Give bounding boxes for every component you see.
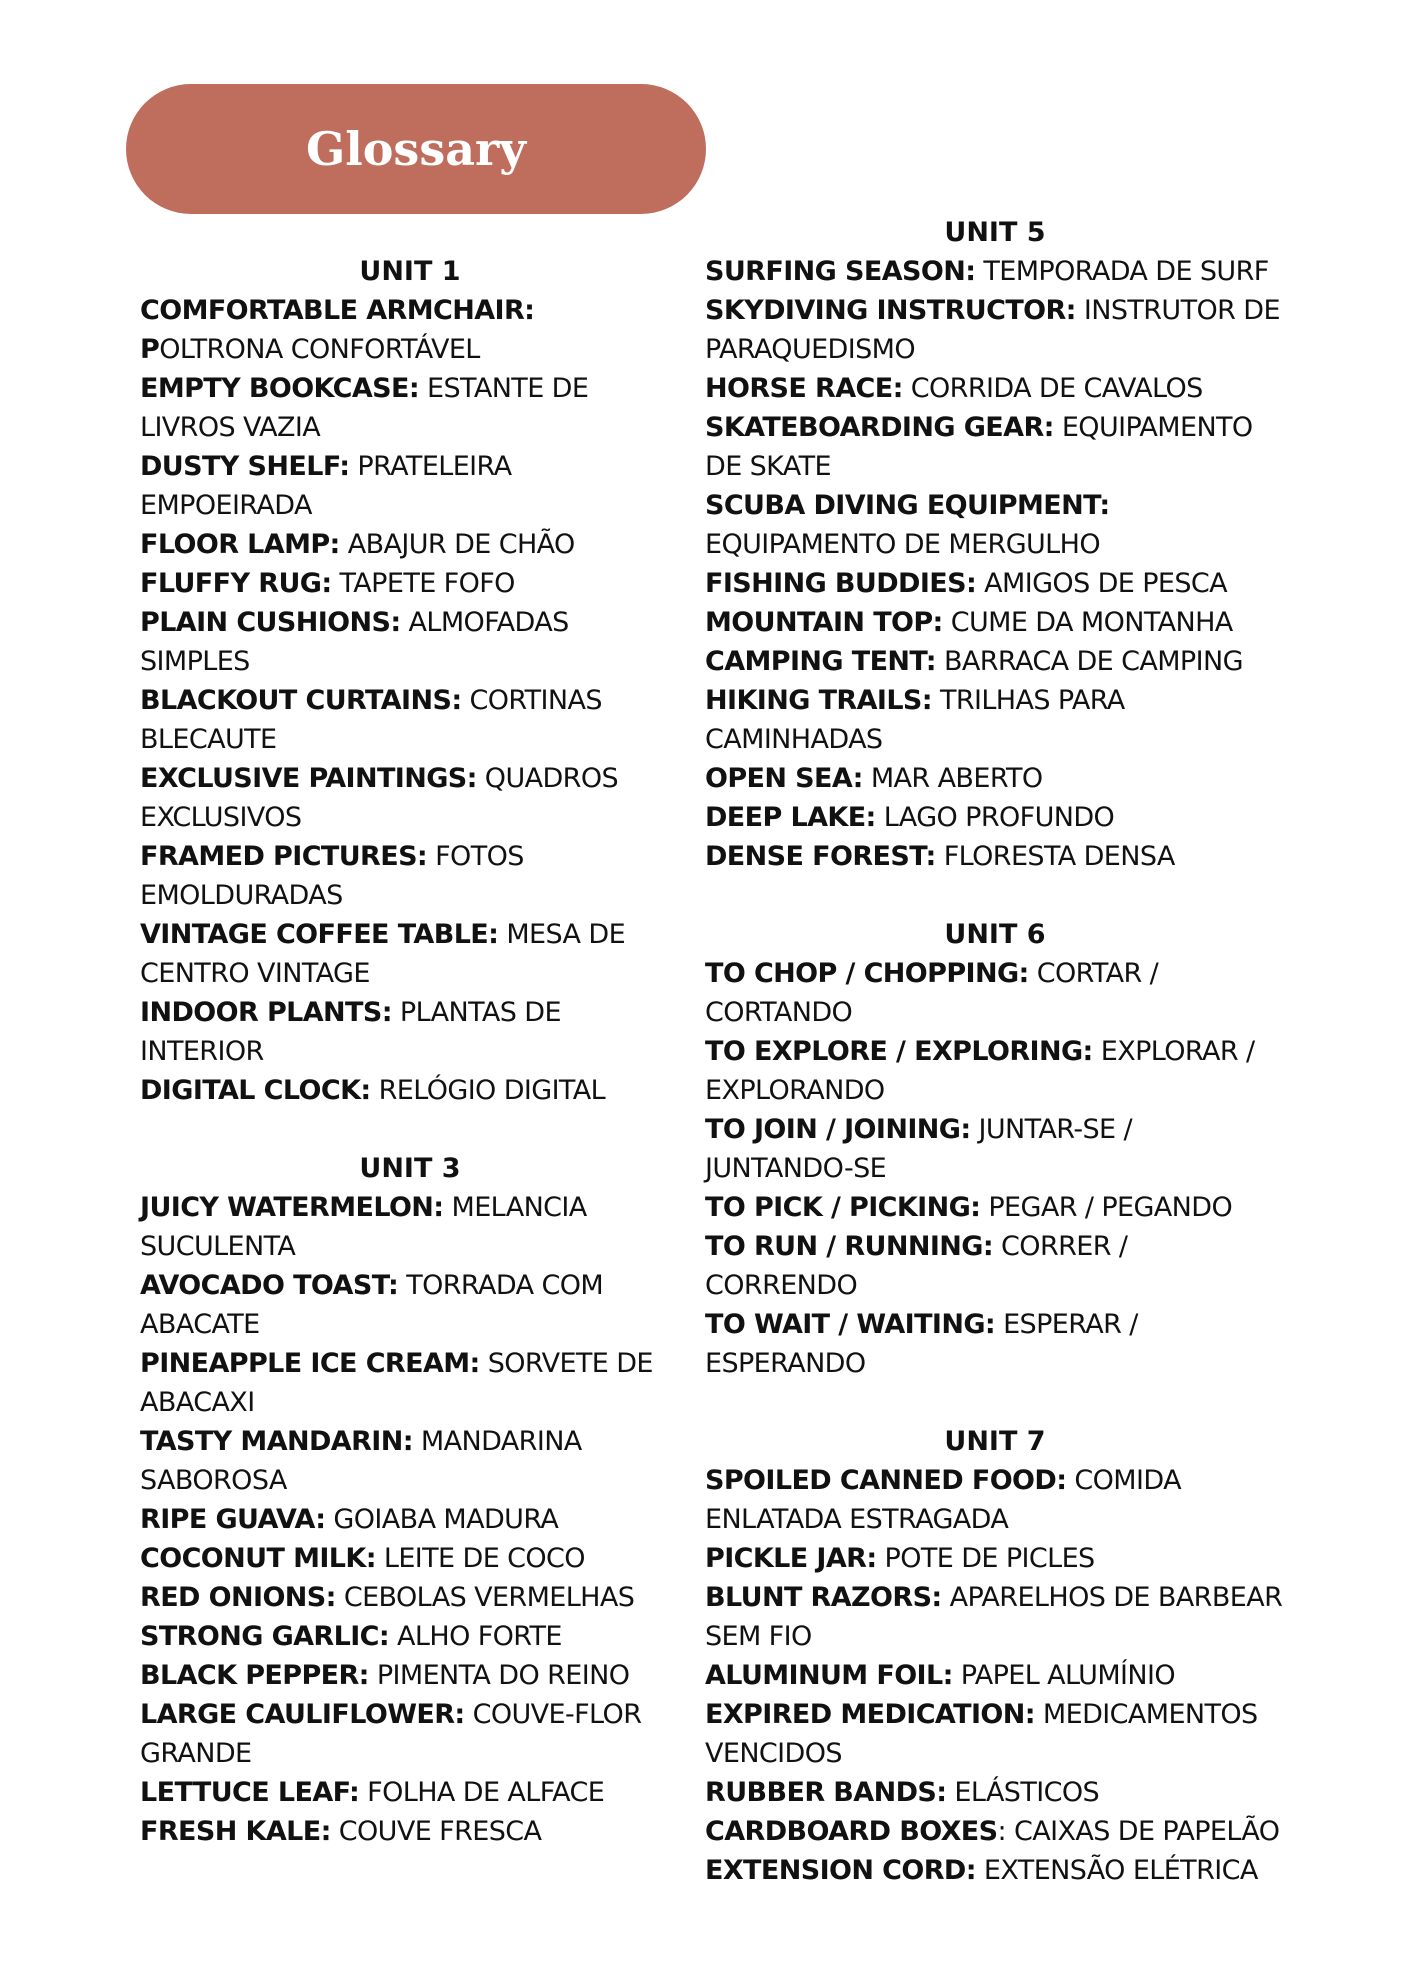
glossary-term: LETTUCE LEAF: — [140, 1777, 360, 1808]
glossary-entry — [140, 1656, 680, 1695]
glossary-term: DIGITAL CLOCK: — [140, 1075, 371, 1106]
glossary-term: TO RUN / RUNNING: — [705, 1231, 994, 1262]
glossary-term: DUSTY SHELF: — [140, 451, 350, 482]
glossary-definition: FLORESTA DENSA — [935, 841, 1175, 872]
glossary-term: DENSE FOREST: — [705, 841, 936, 872]
glossary-term: TO WAIT / WAITING: — [705, 1309, 996, 1340]
unit-section — [705, 213, 1285, 876]
glossary-definition: ESTANTE DE LIVROS VAZIA — [140, 373, 589, 443]
unit-section — [140, 252, 680, 1110]
unit-heading: UNIT 1 — [359, 256, 461, 287]
glossary-term: INDOOR PLANTS: — [140, 997, 392, 1028]
glossary-definition: PAPEL ALUMÍNIO — [952, 1660, 1175, 1691]
glossary-entry — [140, 1344, 680, 1422]
glossary-definition: OLTRONA CONFORTÁVEL — [159, 334, 480, 365]
glossary-term: FRAMED PICTURES: — [140, 841, 428, 872]
unit-heading: UNIT 6 — [944, 919, 1046, 950]
glossary-entry — [705, 369, 1285, 408]
glossary-definition: PIMENTA DO REINO — [368, 1660, 630, 1691]
glossary-term: SURFING SEASON: — [705, 256, 976, 287]
glossary-term: EXPIRED MEDICATION: — [705, 1699, 1035, 1730]
glossary-term: EXTENSION CORD: — [705, 1855, 976, 1886]
glossary-term: TO EXPLORE / EXPLORING: — [705, 1036, 1093, 1067]
unit-section — [705, 915, 1285, 1383]
glossary-term: AVOCADO TOAST: — [140, 1270, 399, 1301]
glossary-entry — [140, 1578, 680, 1617]
glossary-term: SKYDIVING INSTRUCTOR: — [705, 295, 1076, 326]
glossary-definition: PLANTAS DE INTERIOR — [140, 997, 561, 1067]
glossary-entry — [705, 291, 1285, 369]
glossary-term: HORSE RACE: — [705, 373, 903, 404]
glossary-entry — [705, 486, 1285, 564]
glossary-definition: PEGAR / PEGANDO — [980, 1192, 1233, 1223]
glossary-entry — [140, 564, 680, 603]
glossary-entry — [140, 1617, 680, 1656]
glossary-entry — [140, 1695, 680, 1773]
glossary-entry — [705, 408, 1285, 486]
glossary-definition: BARRACA DE CAMPING — [935, 646, 1243, 677]
glossary-definition: JUNTAR-SE / JUNTANDO-SE — [705, 1114, 1132, 1184]
glossary-entry — [705, 954, 1285, 1032]
glossary-definition: APARELHOS DE BARBEAR SEM FIO — [705, 1582, 1283, 1652]
glossary-term: LARGE CAULIFLOWER: — [140, 1699, 465, 1730]
glossary-entry — [140, 1773, 680, 1812]
glossary-term: FLOOR LAMP: — [140, 529, 340, 560]
glossary-definition: CORTINAS BLECAUTE — [140, 685, 602, 755]
glossary-definition: TORRADA COM ABACATE — [140, 1270, 604, 1340]
glossary-definition: LAGO PROFUNDO — [875, 802, 1115, 833]
glossary-entry — [140, 1188, 680, 1266]
glossary-term: SPOILED CANNED FOOD: — [705, 1465, 1067, 1496]
glossary-definition: EQUIPAMENTO DE MERGULHO — [705, 529, 1100, 560]
glossary-definition: MANDARINA SABOROSA — [140, 1426, 582, 1496]
glossary-definition: INSTRUTOR DE PARAQUEDISMO — [705, 295, 1280, 365]
glossary-definition: LEITE DE COCO — [375, 1543, 585, 1574]
glossary-term: COMFORTABLE ARMCHAIR: P — [140, 295, 535, 365]
unit-section — [140, 1149, 680, 1851]
glossary-definition: COUVE FRESCA — [330, 1816, 542, 1847]
glossary-entry — [705, 603, 1285, 642]
glossary-left-column — [140, 252, 680, 1890]
glossary-definition: CUME DA MONTANHA — [942, 607, 1233, 638]
glossary-entry — [140, 1500, 680, 1539]
glossary-definition: ESPERAR / ESPERANDO — [705, 1309, 1138, 1379]
glossary-term: MOUNTAIN TOP: — [705, 607, 943, 638]
glossary-entry — [705, 1539, 1285, 1578]
glossary-term: BLACK PEPPER: — [140, 1660, 369, 1691]
glossary-definition: ALMOFADAS SIMPLES — [140, 607, 569, 677]
glossary-right-column — [705, 213, 1285, 1929]
page-title: Glossary — [305, 122, 526, 176]
glossary-definition: CORTAR / CORTANDO — [705, 958, 1159, 1028]
glossary-term: EMPTY BOOKCASE: — [140, 373, 420, 404]
glossary-definition: COMIDA ENLATADA ESTRAGADA — [705, 1465, 1181, 1535]
glossary-definition: QUADROS EXCLUSIVOS — [140, 763, 619, 833]
unit-section — [705, 1422, 1285, 1890]
glossary-term: STRONG GARLIC: — [140, 1621, 390, 1652]
glossary-entry — [705, 798, 1285, 837]
glossary-entry — [705, 759, 1285, 798]
glossary-term: BLACKOUT CURTAINS: — [140, 685, 462, 716]
glossary-term: OPEN SEA: — [705, 763, 863, 794]
glossary-definition: SORVETE DE ABACAXI — [140, 1348, 653, 1418]
glossary-term: BLUNT RAZORS: — [705, 1582, 942, 1613]
glossary-definition: MESA DE CENTRO VINTAGE — [140, 919, 626, 989]
glossary-definition: EXPLORAR / EXPLORANDO — [705, 1036, 1255, 1106]
glossary-entry — [140, 837, 680, 915]
glossary-term: CARDBOARD BOXES — [705, 1816, 998, 1847]
glossary-entry — [140, 1539, 680, 1578]
glossary-definition: MELANCIA SUCULENTA — [140, 1192, 587, 1262]
glossary-definition: CORRIDA DE CAVALOS — [902, 373, 1203, 404]
glossary-entry — [705, 1812, 1285, 1851]
glossary-entry — [705, 1578, 1285, 1656]
glossary-term: TO CHOP / CHOPPING: — [705, 958, 1029, 989]
glossary-term: HIKING TRAILS: — [705, 685, 932, 716]
glossary-definition: ABAJUR DE CHÃO — [339, 529, 575, 560]
glossary-entry — [705, 1227, 1285, 1305]
glossary-entry — [140, 1422, 680, 1500]
glossary-definition: CORRER / CORRENDO — [705, 1231, 1128, 1301]
glossary-definition: ALHO FORTE — [389, 1621, 562, 1652]
glossary-entry — [705, 681, 1285, 759]
glossary-definition: FOTOS EMOLDURADAS — [140, 841, 524, 911]
glossary-definition: : CAIXAS DE PAPELÃO — [997, 1816, 1280, 1847]
glossary-entry — [140, 915, 680, 993]
glossary-entry — [705, 564, 1285, 603]
glossary-term: TASTY MANDARIN: — [140, 1426, 413, 1457]
glossary-entry — [705, 1305, 1285, 1383]
glossary-entry — [705, 1656, 1285, 1695]
glossary-term: DEEP LAKE: — [705, 802, 876, 833]
unit-heading: UNIT 3 — [359, 1153, 461, 1184]
glossary-definition: AMIGOS DE PESCA — [976, 568, 1228, 599]
glossary-definition: COUVE-FLOR GRANDE — [140, 1699, 642, 1769]
glossary-entry — [140, 447, 680, 525]
glossary-definition: TAPETE FOFO — [331, 568, 515, 599]
glossary-entry — [705, 252, 1285, 291]
glossary-entry — [705, 1851, 1285, 1890]
glossary-definition: TEMPORADA DE SURF — [975, 256, 1269, 287]
glossary-term: FISHING BUDDIES: — [705, 568, 977, 599]
glossary-entry — [705, 1461, 1285, 1539]
glossary-term: ALUMINUM FOIL: — [705, 1660, 953, 1691]
glossary-definition: TRILHAS PARA CAMINHADAS — [705, 685, 1125, 755]
unit-heading: UNIT 7 — [944, 1426, 1046, 1457]
glossary-entry — [705, 1032, 1285, 1110]
glossary-term: VINTAGE COFFEE TABLE: — [140, 919, 499, 950]
glossary-entry — [140, 1071, 680, 1110]
glossary-definition: RELÓGIO DIGITAL — [370, 1075, 606, 1106]
glossary-entry — [140, 1812, 680, 1851]
glossary-definition: ELÁSTICOS — [946, 1777, 1100, 1808]
glossary-entry — [705, 1188, 1285, 1227]
glossary-term: FLUFFY RUG: — [140, 568, 332, 599]
glossary-entry — [140, 369, 680, 447]
glossary-definition: EXTENSÃO ELÉTRICA — [975, 1855, 1258, 1886]
glossary-definition: EQUIPAMENTO DE SKATE — [705, 412, 1253, 482]
glossary-entry — [705, 642, 1285, 681]
glossary-definition: POTE DE PICLES — [876, 1543, 1095, 1574]
glossary-definition: FOLHA DE ALFACE — [359, 1777, 605, 1808]
glossary-entry — [140, 291, 680, 369]
glossary-entry — [705, 1773, 1285, 1812]
glossary-term: TO JOIN / JOINING: — [705, 1114, 971, 1145]
glossary-term: SKATEBOARDING GEAR: — [705, 412, 1054, 443]
glossary-term: EXCLUSIVE PAINTINGS: — [140, 763, 477, 794]
glossary-definition: CEBOLAS VERMELHAS — [335, 1582, 635, 1613]
glossary-term: PINEAPPLE ICE CREAM: — [140, 1348, 480, 1379]
glossary-term: COCONUT MILK: — [140, 1543, 376, 1574]
glossary-entry — [705, 1695, 1285, 1773]
glossary-definition: GOIABA MADURA — [325, 1504, 559, 1535]
glossary-term: TO PICK / PICKING: — [705, 1192, 981, 1223]
glossary-term: JUICY WATERMELON: — [140, 1192, 444, 1223]
glossary-definition: MEDICAMENTOS VENCIDOS — [705, 1699, 1258, 1769]
glossary-entry — [140, 681, 680, 759]
glossary-entry — [705, 837, 1285, 876]
glossary-title-banner — [126, 84, 706, 214]
glossary-term: RED ONIONS: — [140, 1582, 336, 1613]
glossary-entry — [140, 993, 680, 1071]
unit-heading: UNIT 5 — [944, 217, 1046, 248]
glossary-entry — [140, 759, 680, 837]
glossary-term: PLAIN CUSHIONS: — [140, 607, 401, 638]
glossary-term: PICKLE JAR: — [705, 1543, 877, 1574]
glossary-term: RIPE GUAVA: — [140, 1504, 326, 1535]
glossary-definition: MAR ABERTO — [862, 763, 1043, 794]
glossary-entry — [140, 525, 680, 564]
glossary-entry — [705, 1110, 1285, 1188]
glossary-term: SCUBA DIVING EQUIPMENT: — [705, 490, 1110, 521]
glossary-term: FRESH KALE: — [140, 1816, 331, 1847]
glossary-term: RUBBER BANDS: — [705, 1777, 947, 1808]
glossary-definition: PRATELEIRA EMPOEIRADA — [140, 451, 512, 521]
glossary-entry — [140, 1266, 680, 1344]
glossary-entry — [140, 603, 680, 681]
glossary-term: CAMPING TENT: — [705, 646, 936, 677]
